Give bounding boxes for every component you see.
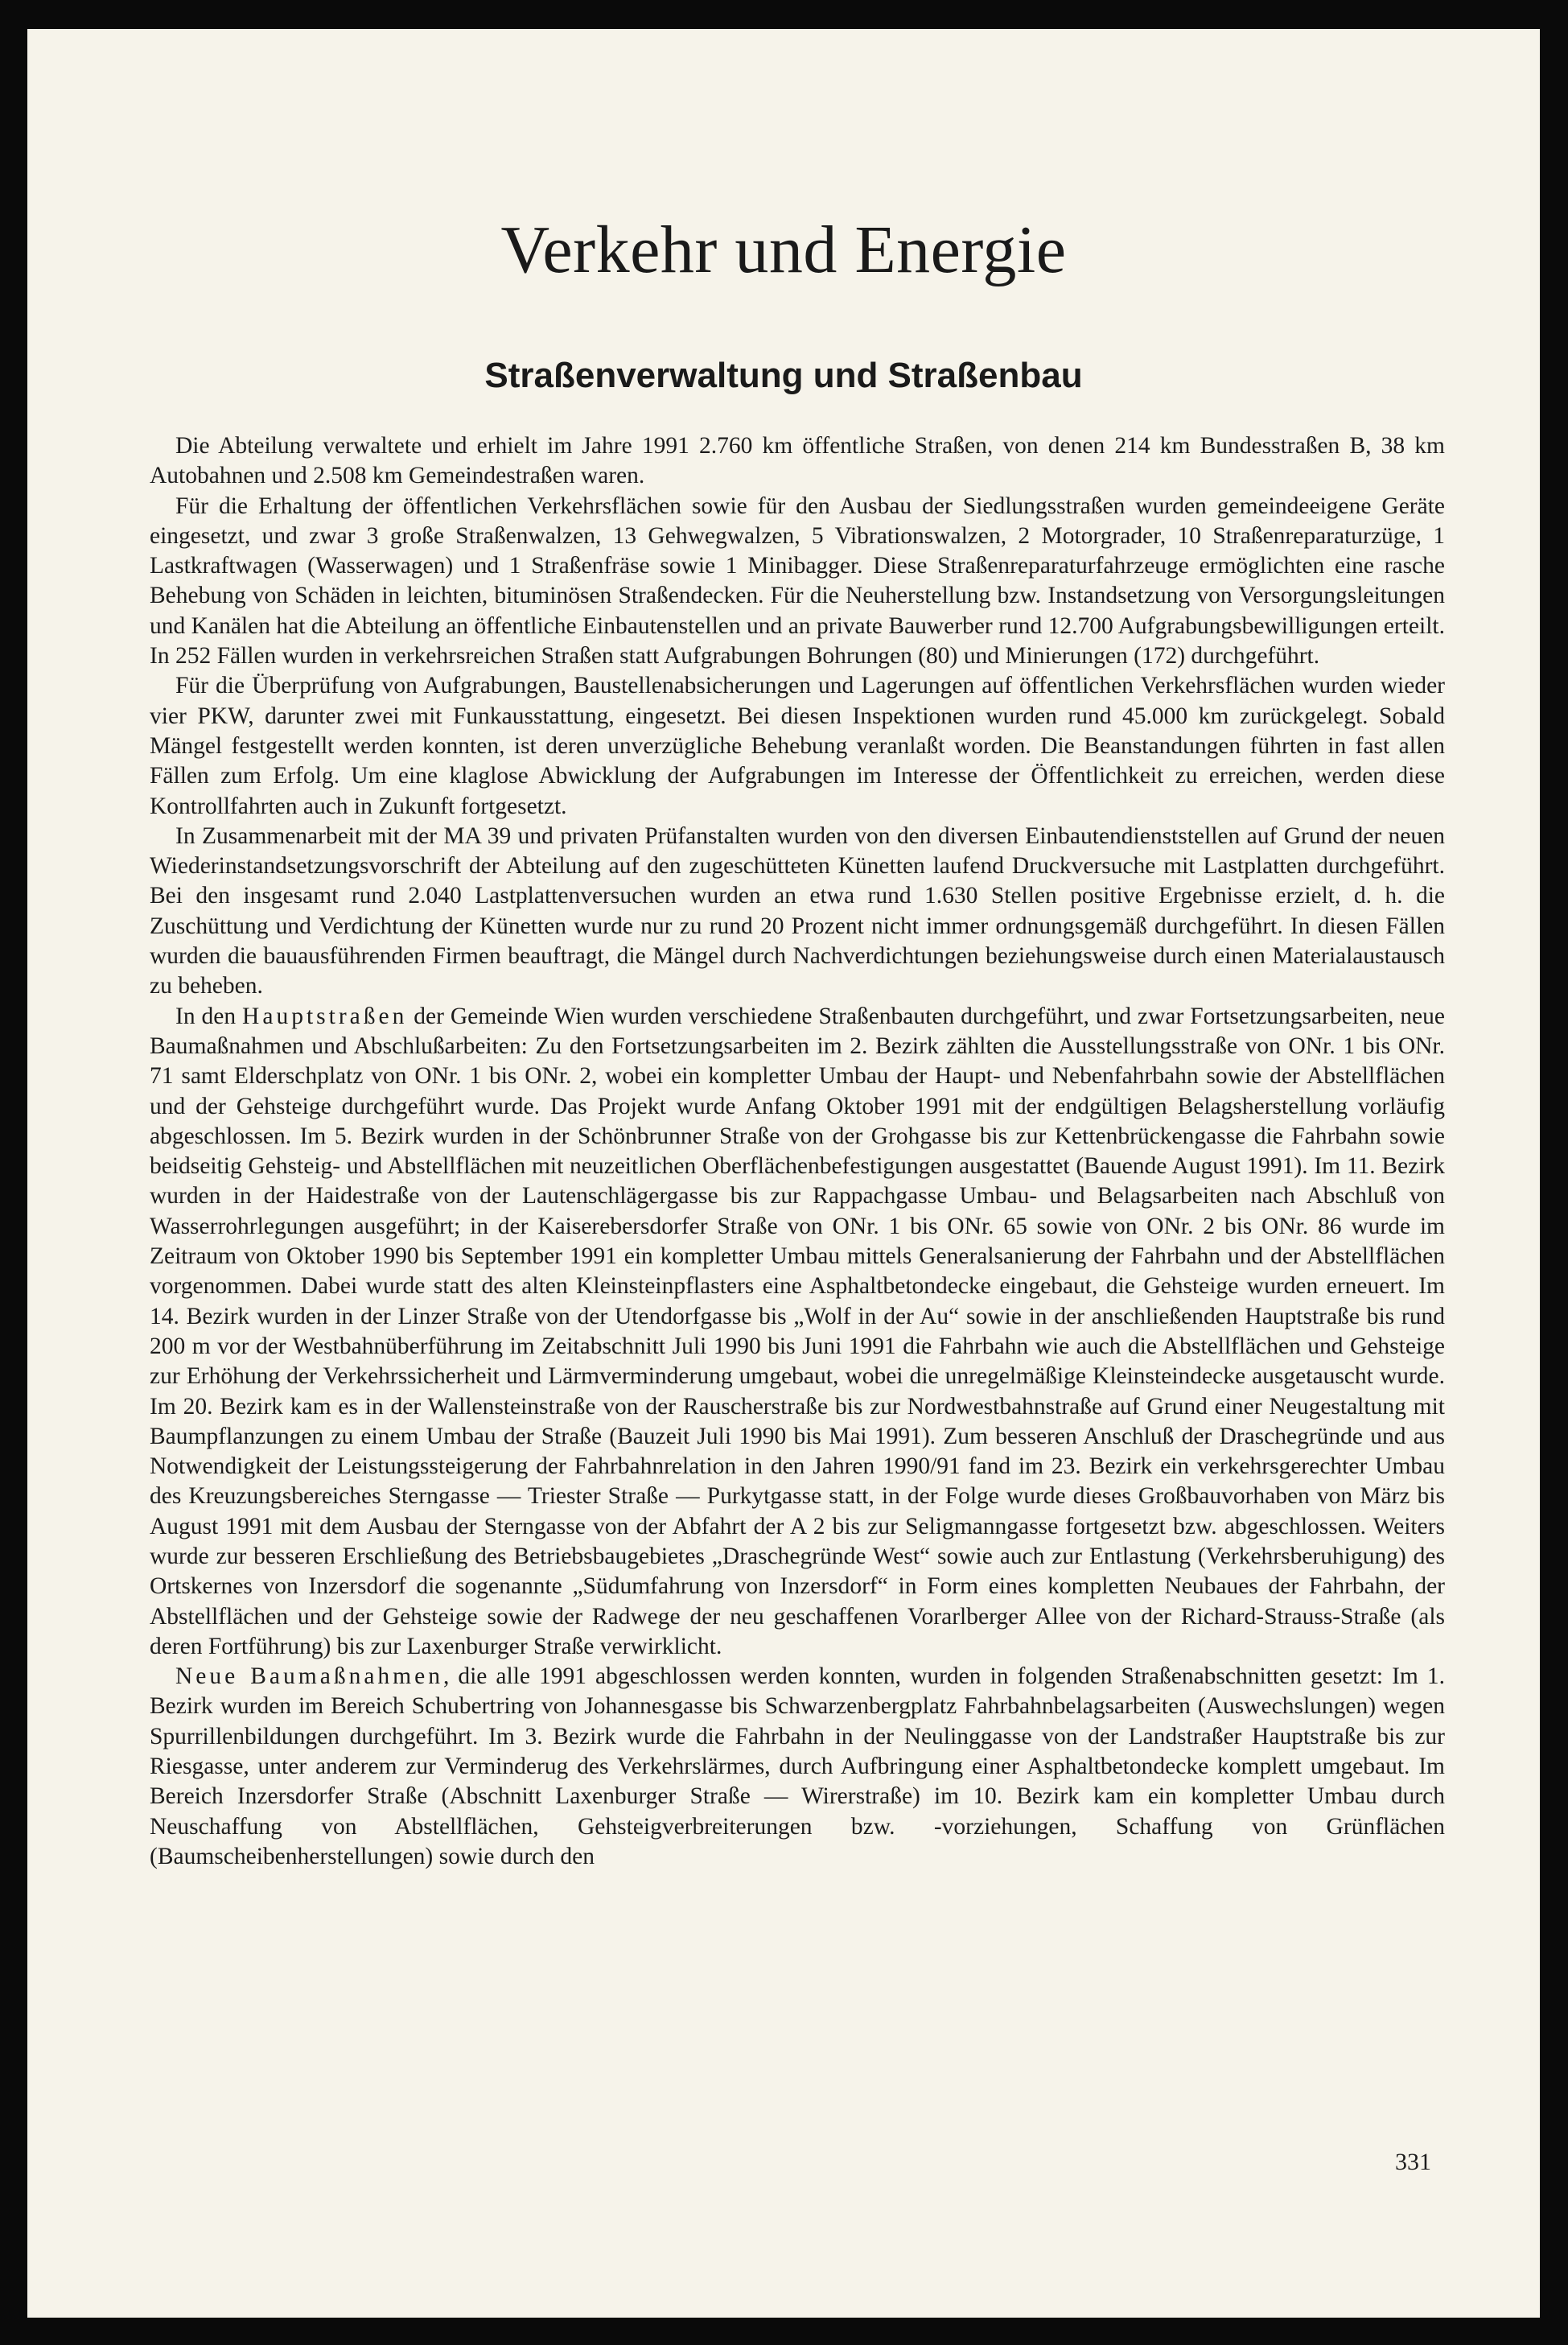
paragraph-text: , die alle 1991 abgeschlossen werden konnten, wurden in folgenden Straßenabschnitten gesetzt: Im 1. Bezirk wurden im Bereich Schubertring von Johannesgasse bis Schwarzenbergplatz Fahrbahnbelagsarbeiten (Auswechslungen) wegen Spurrillenbildungen durchgeführt. Im 3. Bezirk wurde die Fahrbahn in der Neulinggasse von der Landstraßer Hauptstraße bis zur Riesgasse, unter anderem zur Verminderug des Verkehrslärmes, durch Aufbringung einer Asphaltbetondecke komplett umgebaut. Im Bereich Inzersdorfer Straße (Abschnitt Laxenburger Straße — Wirerstraße) im 10. Bezirk kam ein kompletter Umbau durch Neuschaffung von Abstellflächen, Gehsteigverbreiterungen bzw. -vorziehungen, Schaffung von Grünflächen (Baumscheibenherstellungen) sowie durch den [150,1663,1445,1869]
paragraph [150,1662,1445,1872]
paragraph [150,1002,1445,1663]
paragraph: Für die Erhaltung der öffentlichen Verkehrsflächen sowie für den Ausbau der Siedlungsstraßen wurden gemeindeeigene Geräte eingesetzt, und zwar 3 große Straßenwalzen, 13 Gehwegwalzen, 5 Vibrationswalzen, 2 Motorgrader, 10 Straßenreparaturzüge, 1 Lastkraftwagen (Wasserwagen) und 1 Straßenfräse sowie 1 Minibagger. Diese Straßenreparaturfahrzeuge ermöglichten eine rasche Behebung von Schäden in leichten, bituminösen Straßendecken. Für die Neuherstellung bzw. Instandsetzung von Versorgungsleitungen und Kanälen hat die Abteilung an öffentliche Einbautenstellen und an private Bauwerber rund 12.700 Aufgrabungsbewilligungen erteilt. In 252 Fällen wurden in verkehrsreichen Straßen statt Aufgrabungen Bohrungen (80) und Minierungen (172) durchgeführt. [150,492,1445,670]
body-text [150,431,1445,1872]
page-title: Verkehr und Energie [500,212,1067,287]
spaced-emphasis: Hauptstraßen [242,1003,408,1029]
section-heading: Straßenverwaltung und Straßenbau [484,356,1083,395]
paragraph-text: der Gemeinde Wien wurden verschiedene Straßenbauten durchgeführt, und zwar Fortsetzungsarbeiten, neue Baumaßnahmen und Abschlußarbeiten: Zu den Fortsetzungsarbeiten im 2. Bezirk zählten die Ausstellungsstraße von ONr. 1 bis ONr. 71 samt Elderschplatz von ONr. 1 bis ONr. 2, wobei ein kompletter Umbau der Haupt- und Nebenfahrbahn sowie der Abstellflächen und der Gehsteige durchgeführt wurde. Das Projekt wurde Anfang Oktober 1991 mit der endgültigen Belagsherstellung vorläufig abgeschlossen. Im 5. Bezirk wurden in der Schönbrunner Straße von der Grohgasse bis zur Kettenbrückengasse die Fahrbahn sowie beidseitig Gehsteig- und Abstellflächen mit neuzeitlichen Oberflächenbefestigungen ausgestattet (Bauende August 1991). Im 11. Bezirk wurden in der Haidestraße von der Lautenschlägergasse bis zur Rappachgasse Umbau- und Belagsarbeiten nach Abschluß von Wasserrohrlegungen ausgeführt; in der Kaiserebersdorfer Straße von ONr. 1 bis ONr. 65 sowie von ONr. 2 bis ONr. 86 wurde im Zeitraum von Oktober 1990 bis September 1991 ein kompletter Umbau mittels Generalsanierung der Fahrbahn und der Abstellflächen vorgenommen. Dabei wurde statt des alten Kleinsteinpflasters eine Asphaltbetondecke eingebaut, die Gehsteige wurden erneuert. Im 14. Bezirk wurden in der Linzer Straße von der Utendorfgasse bis „Wolf in der Au“ sowie in der anschließenden Hauptstraße bis rund 200 m vor der Westbahnüberführung im Zeitabschnitt Juli 1990 bis Juni 1991 die Fahrbahn wie auch die Abstellflächen und Gehsteige zur Erhöhung der Verkehrssicherheit und Lärmverminderung umgebaut, wobei die unregelmäßige Kleinsteindecke ausgetauscht wurde. Im 20. Bezirk kam es in der Wallensteinstraße von der Rauscherstraße bis zur Nordwestbahnstraße auf Grund einer Neugestaltung mit Baumpflanzungen zu einem Umbau der Straße (Bauzeit Juli 1990 bis Mai 1991). Zum besseren Anschluß der Draschegründe und aus Notwendigkeit der Leistungssteigerung der Fahrbahnrelation in den Jahren 1990/91 fand im 23. Bezirk ein verkehrsgerechter Umbau des Kreuzungsbereiches Sterngasse — Triester Straße — Purkytgasse statt, in der Folge wurde dieses Großbauvorhaben von März bis August 1991 mit dem Ausbau der Sterngasse von der Abfahrt der A 2 bis zur Seligmanngasse fortgesetzt bzw. abgeschlossen. Weiters wurde zur besseren Erschließung des Betriebsbaugebietes „Draschegründe West“ sowie auch zur Entlastung (Verkehrsberuhigung) des Ortskernes von Inzersdorf die sogenannte „Südumfahrung von Inzersdorf“ in Form eines kompletten Neubaues der Fahrbahn, der Abstellflächen und der Gehsteige sowie der Radwege der neu geschaffenen Vorarlberger Allee von der Richard-Strauss-Straße (als deren Fortführung) bis zur Laxenburger Straße verwirklicht. [150,1003,1445,1659]
paragraph: In Zusammenarbeit mit der MA 39 und privaten Prüfanstalten wurden von den diversen Einbautendienststellen auf Grund der neuen Wiederinstandsetzungsvorschrift der Abteilung auf den zugeschütteten Künetten laufend Druckversuche mit Lastplatten durchgeführt. Bei den insgesamt rund 2.040 Lastplattenversuchen wurden an etwa rund 1.630 Stellen positive Ergebnisse erzielt, d. h. die Zuschüttung und Verdichtung der Künetten wurde nur zu rund 20 Prozent nicht immer ordnungsgemäß durchgeführt. In diesen Fällen wurden die bauausführenden Firmen beauftragt, die Mängel durch Nachverdichtungen beziehungsweise durch einen Materialaustausch zu beheben. [150,822,1445,999]
page-number: 331 [1395,2149,1431,2175]
paragraph: Die Abteilung verwaltete und erhielt im Jahre 1991 2.760 km öffentliche Straßen, von denen 214 km Bundesstraßen B, 38 km Autobahnen und 2.508 km Gemeindestraßen waren. [150,433,1445,489]
spaced-emphasis: Neue Baumaßnahmen [175,1663,443,1690]
document-page [27,29,1540,2318]
paragraph-lead: In den [175,1003,237,1029]
paragraph: Für die Überprüfung von Aufgrabungen, Baustellenabsicherungen und Lagerungen auf öffentlichen Verkehrsflächen wurden wieder vier PKW, darunter zwei mit Funkausstattung, eingesetzt. Bei diesen Inspektionen wurden rund 45.000 km zurückgelegt. Sobald Mängel festgestellt werden konnten, ist deren unverzügliche Behebung veranlaßt worden. Die Beanstandungen führten in fast allen Fällen zum Erfolg. Um eine klaglose Abwicklung der Aufgrabungen im Interesse der Öffentlichkeit zu erreichen, werden diese Kontrollfahrten auch in Zukunft fortgesetzt. [150,673,1445,819]
